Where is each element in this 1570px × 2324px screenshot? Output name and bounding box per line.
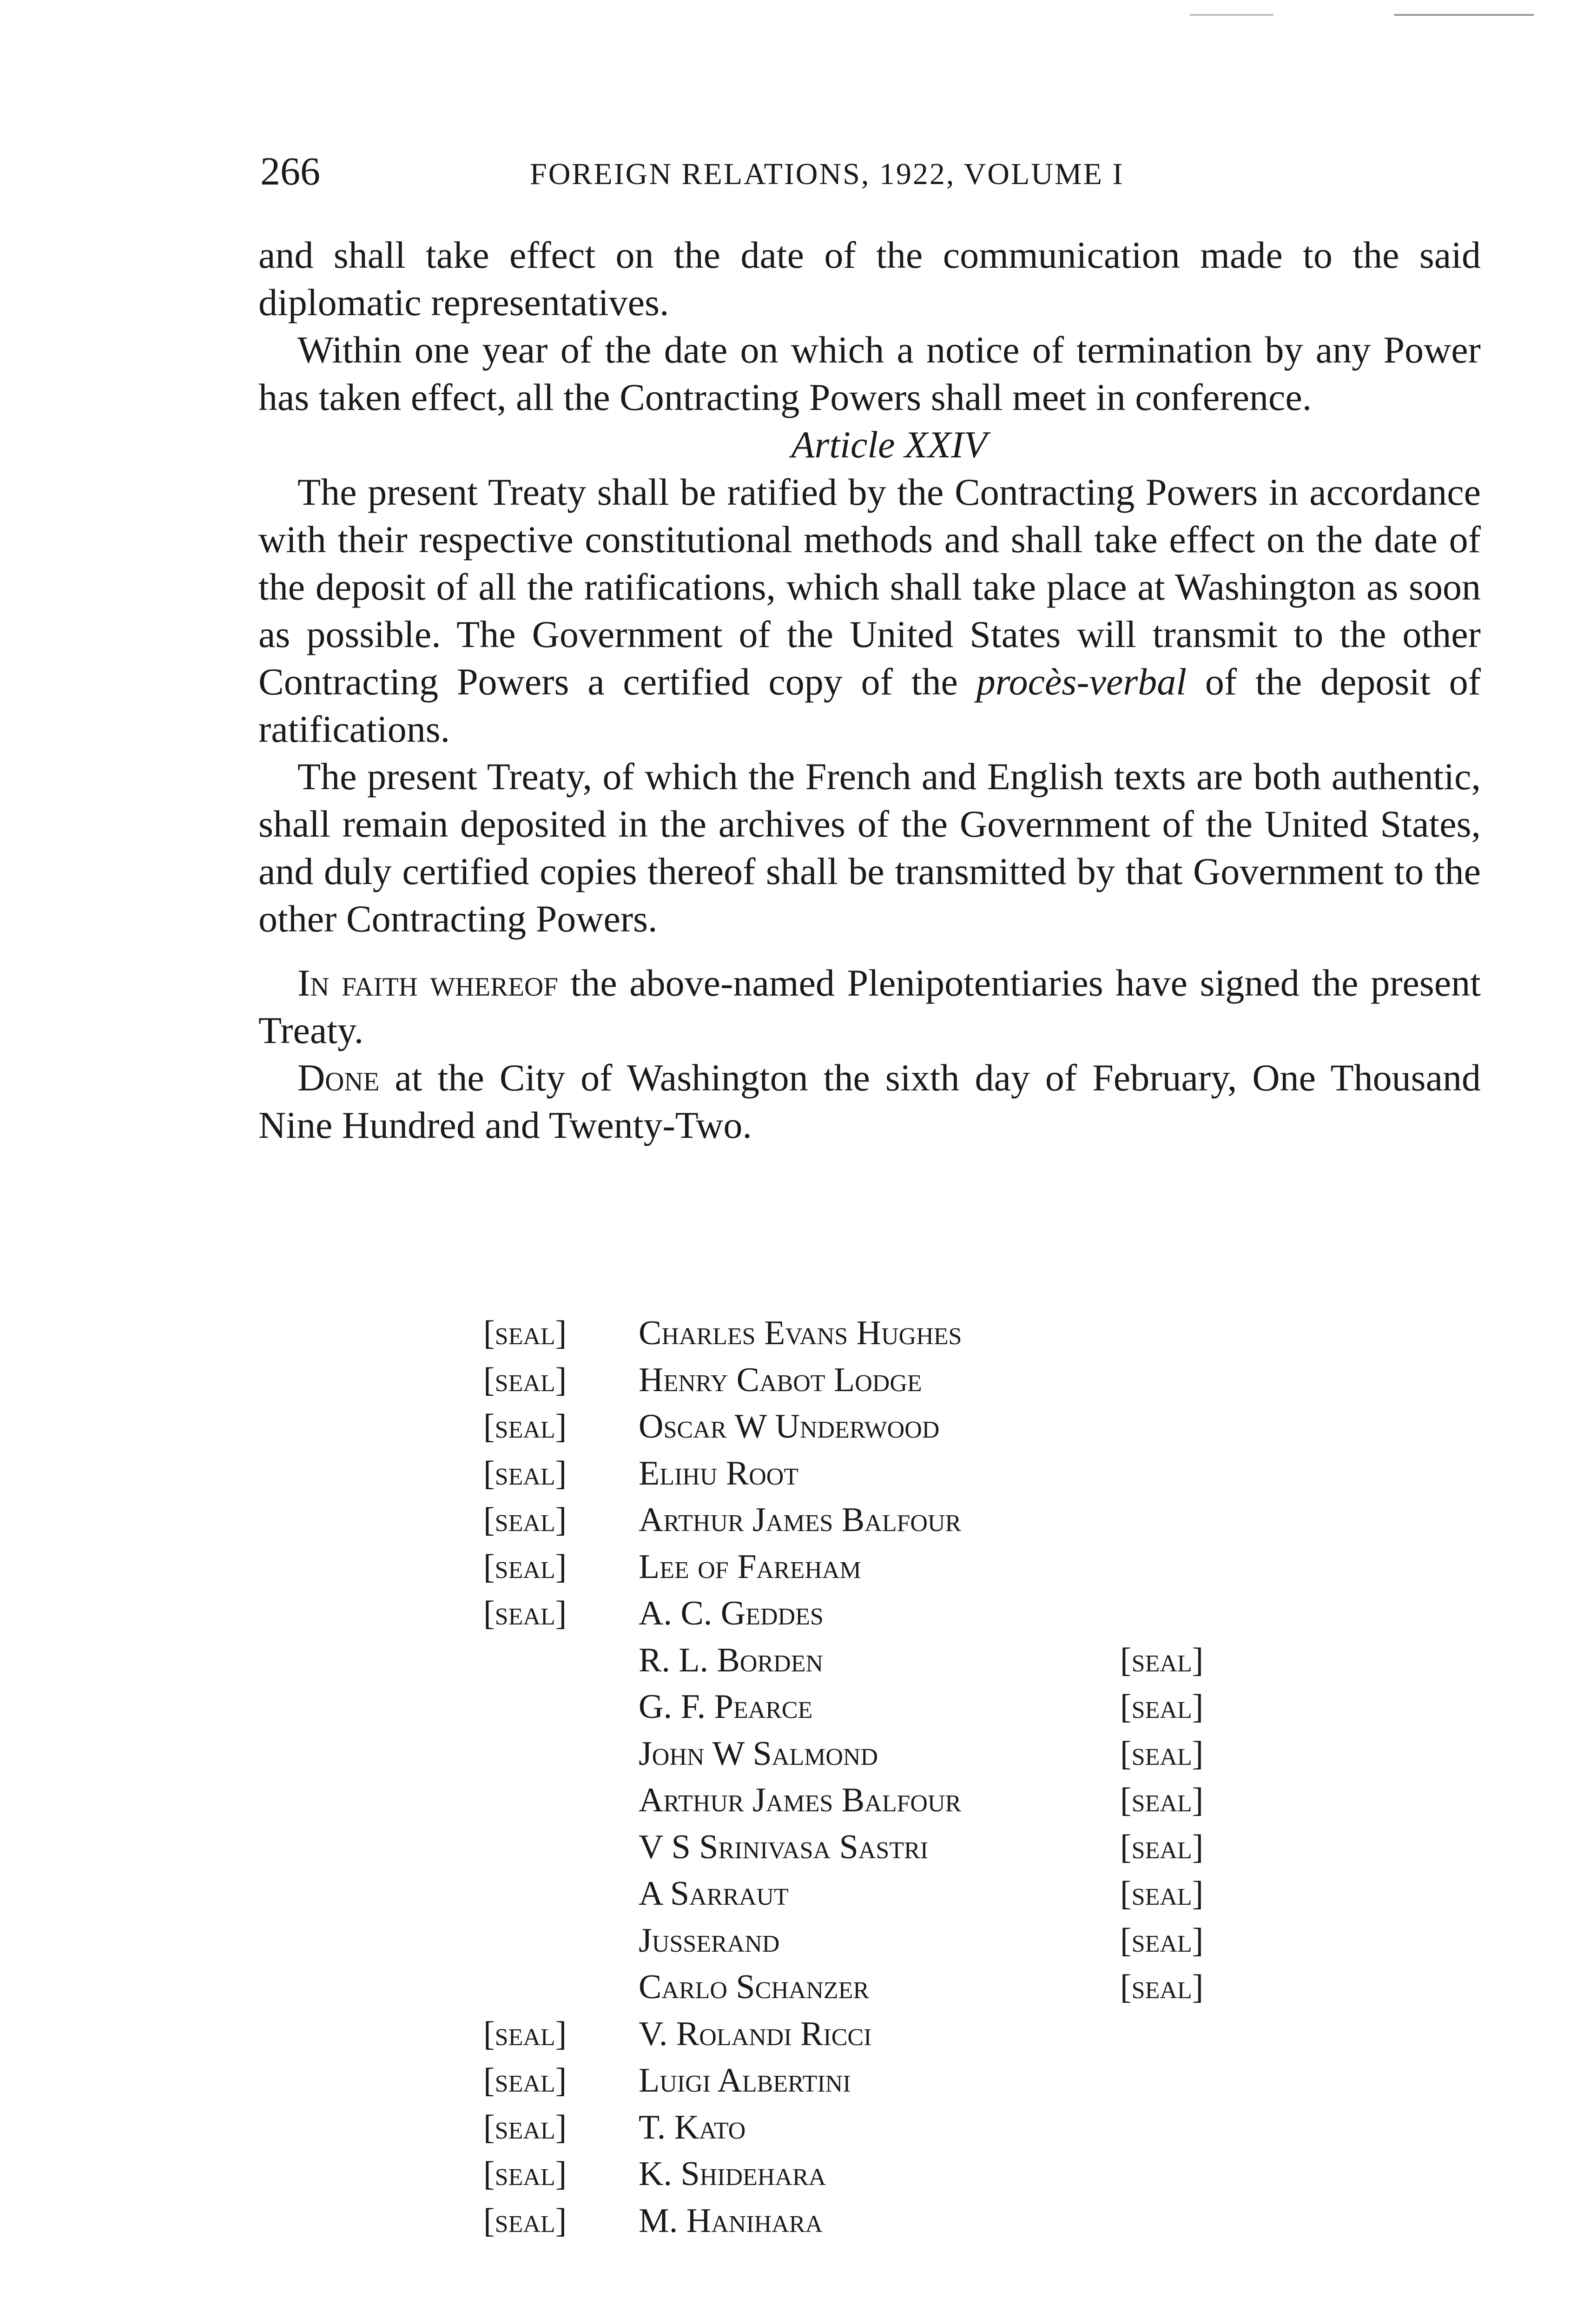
- paragraph-text: at the City of Washington the sixth day of February, One Thousand Nine Hundred and Twenty-Two.: [258, 1056, 1481, 1146]
- signatory-name: G. F. Pearce: [639, 1688, 813, 1726]
- paragraph: and shall take effect on the date of the communication made to the said diplomatic representatives.: [258, 234, 1481, 324]
- running-title: FOREIGN RELATIONS, 1922, VOLUME I: [530, 157, 1124, 191]
- small-caps-lead: Done: [297, 1056, 380, 1099]
- seal-mark: [seal]: [1120, 1875, 1204, 1913]
- signatory-name: Lee of Fareham: [639, 1547, 861, 1586]
- seal-mark: [seal]: [483, 1314, 567, 1352]
- signatory-name: A. C. Geddes: [639, 1594, 824, 1632]
- seal-mark: [seal]: [1120, 1968, 1204, 2006]
- signatory-name: Jusserand: [639, 1921, 780, 1960]
- paragraph: [258, 959, 1481, 1054]
- paragraph-text: of the deposit of ratifications.: [258, 660, 1481, 750]
- seal-mark: [seal]: [483, 1594, 567, 1632]
- signatory-name: M. Hanihara: [639, 2201, 823, 2240]
- seal-mark: [seal]: [483, 2061, 567, 2100]
- seal-mark: [seal]: [483, 2014, 567, 2053]
- article-heading: Article XXIV: [791, 423, 987, 466]
- seal-mark: [seal]: [483, 1547, 567, 1586]
- signatory-name: Oscar W Underwood: [639, 1407, 940, 1446]
- seal-mark: [seal]: [483, 1407, 567, 1446]
- signatory-name: Carlo Schanzer: [639, 1968, 870, 2006]
- italic-term: procès-verbal: [976, 660, 1187, 703]
- paragraph: [258, 469, 1481, 753]
- signatory-name: V S Srinivasa Sastri: [639, 1828, 929, 1866]
- scan-artifact: [1190, 14, 1273, 16]
- signatory-name: A Sarraut: [639, 1875, 789, 1913]
- seal-mark: [seal]: [483, 1360, 567, 1399]
- page-number: 266: [260, 149, 320, 193]
- signatory-name: Henry Cabot Lodge: [639, 1360, 922, 1399]
- small-caps-lead: In faith whereof: [297, 962, 558, 1004]
- seal-mark: [seal]: [1120, 1688, 1204, 1726]
- paragraph: [258, 1054, 1481, 1149]
- signatory-name: Elihu Root: [639, 1454, 799, 1492]
- paragraph: The present Treaty, of which the French and English texts are both authentic, shall remain deposited in the archives of the Government of the United States, and duly certified copies thereof shall be transmitted by that Government to the other Contracting Powers.: [258, 755, 1481, 940]
- signatory-name: R. L. Borden: [639, 1641, 824, 1679]
- body-text: [258, 231, 1481, 1149]
- seal-mark: [seal]: [483, 2201, 567, 2240]
- seal-mark: [seal]: [483, 1501, 567, 1539]
- seal-mark: [seal]: [1120, 1921, 1204, 1960]
- signatory-name: T. Kato: [639, 2108, 746, 2146]
- paragraph-text: the above-named Plenipotentiaries have signed the present Treaty.: [258, 962, 1481, 1051]
- seal-mark: [seal]: [483, 2155, 567, 2193]
- seal-mark: [seal]: [1120, 1734, 1204, 1773]
- seal-mark: [seal]: [1120, 1781, 1204, 1819]
- signatory-name: V. Rolandi Ricci: [639, 2014, 872, 2053]
- seal-mark: [seal]: [483, 2108, 567, 2146]
- signatory-name: Arthur James Balfour: [639, 1501, 962, 1539]
- signatory-name: Luigi Albertini: [639, 2061, 851, 2100]
- seal-mark: [seal]: [1120, 1828, 1204, 1866]
- signatory-name: Arthur James Balfour: [639, 1781, 962, 1819]
- seal-mark: [seal]: [1120, 1641, 1204, 1679]
- signatory-name: K. Shidehara: [639, 2155, 826, 2193]
- signatory-name: Charles Evans Hughes: [639, 1314, 962, 1352]
- paragraph: Within one year of the date on which a notice of termination by any Power has taken effect, all the Contracting Powers shall meet in conference.: [258, 329, 1481, 418]
- scan-artifact: [1394, 14, 1534, 16]
- paragraph-text: The present Treaty shall be ratified by the Contracting Powers in accordance with their respective constitutional methods and shall take effect on the date of the deposit of all the ratifications, which shall take place at Washington as soon as possible. The Government of the United States will transmit to the other Contracting Powers a certified copy of the: [258, 471, 1481, 703]
- seal-mark: [seal]: [483, 1454, 567, 1492]
- signatory-name: John W Salmond: [639, 1734, 878, 1773]
